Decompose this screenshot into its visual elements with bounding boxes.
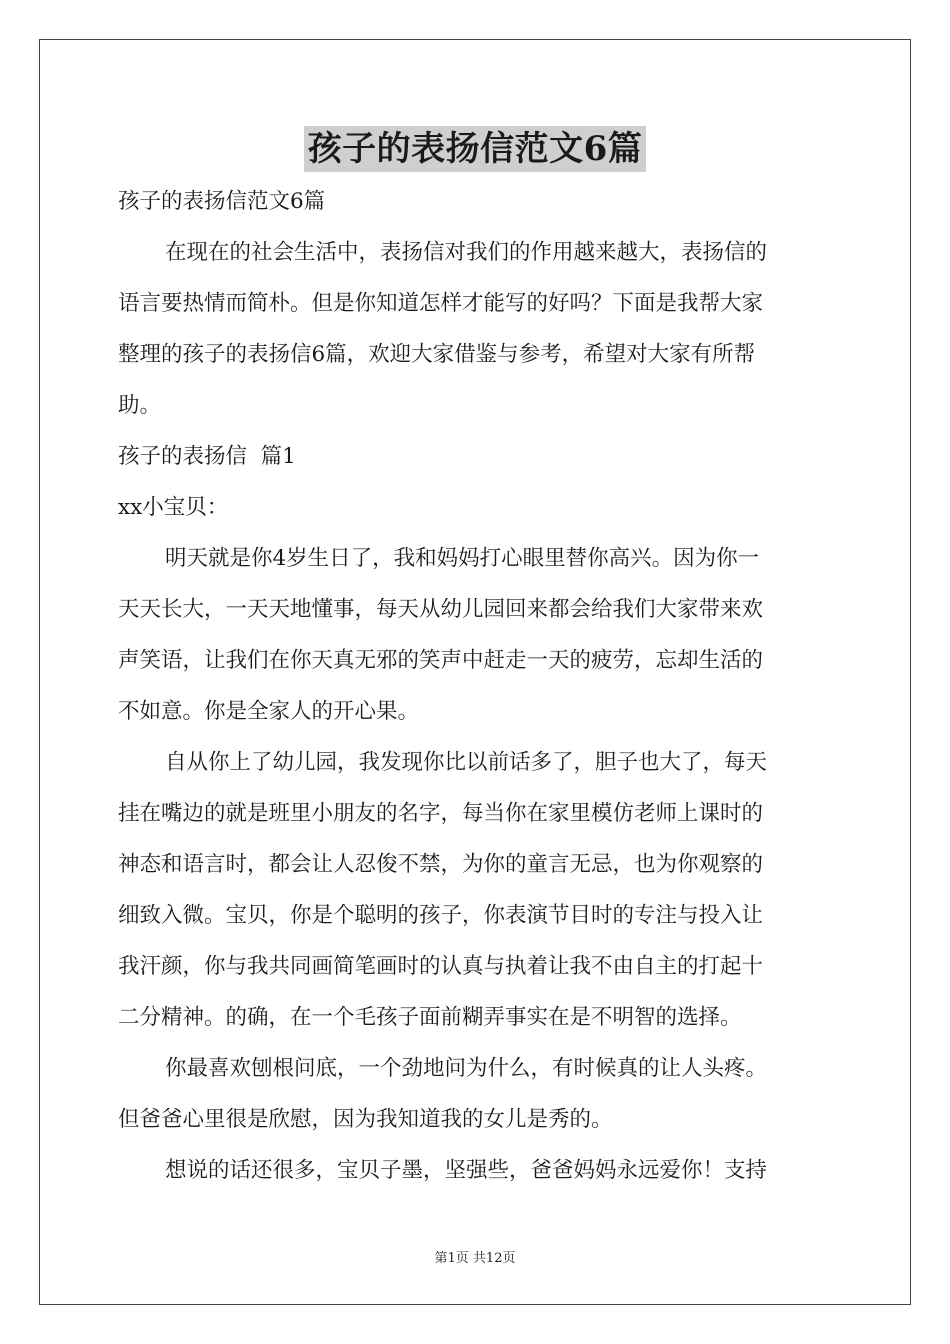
text-line: 但爸爸心里很是欣慰，因为我知道我的女儿是秀的。 [118,1107,613,1132]
text-line: 二分精神。的确，在一个毛孩子面前糊弄事实在是不明智的选择。 [118,1005,742,1030]
text-line: 不如意。你是全家人的开心果。 [118,699,420,724]
text-line: 明天就是你4岁生日了，我和妈妈打心眼里替你高兴。因为你一 [165,546,760,571]
document-body [118,176,834,1196]
text-line: xx小宝贝： [118,495,229,520]
document-title: 孩子的表扬信范文6篇 [304,126,647,172]
text-line: 我汗颜，你与我共同画简笔画时的认真与执着让我不由自主的打起十 [118,954,764,979]
text-line: 自从你上了幼儿园，我发现你比以前话多了，胆子也大了，每天 [165,750,768,775]
text-line: 孩子的表扬信 篇1 [118,444,296,469]
text-line: 声笑语，让我们在你天真无邪的笑声中赶走一天的疲劳，忘却生活的 [118,648,764,673]
text-line: 语言要热情而简朴。但是你知道怎样才能写的好吗？下面是我帮大家 [118,291,764,316]
text-line: 你最喜欢刨根问底，一个劲地问为什么，有时候真的让人头疼。 [165,1056,768,1081]
title-container [0,126,950,172]
page-footer: 第1页 共12页 [434,1251,516,1266]
text-line: 细致入微。宝贝，你是个聪明的孩子，你表演节目时的专注与投入让 [118,903,764,928]
text-line: 神态和语言时，都会让人忍俊不禁，为你的童言无忌，也为你观察的 [118,852,764,877]
text-line: 孩子的表扬信范文6篇 [118,189,326,214]
text-line: 挂在嘴边的就是班里小朋友的名字，每当你在家里模仿老师上课时的 [118,801,764,826]
text-line: 天天长大，一天天地懂事，每天从幼儿园回来都会给我们大家带来欢 [118,597,764,622]
text-line: 助。 [118,393,162,418]
text-line: 想说的话还很多，宝贝子墨，坚强些，爸爸妈妈永远爱你！支持 [165,1158,768,1183]
text-line: 整理的孩子的表扬信6篇，欢迎大家借鉴与参考，希望对大家有所帮 [118,342,756,367]
text-line: 在现在的社会生活中，表扬信对我们的作用越来越大，表扬信的 [165,240,768,265]
